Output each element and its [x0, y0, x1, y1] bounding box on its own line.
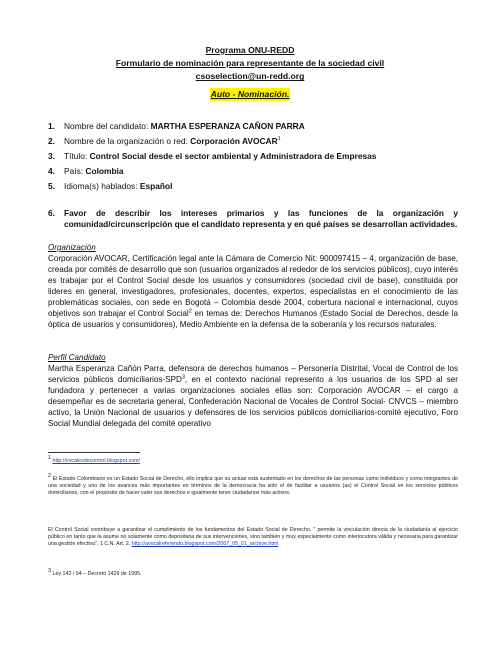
- list-item: [48, 134, 458, 149]
- nomination-type: Auto - Nominación.: [210, 88, 291, 101]
- organization-section: [48, 242, 458, 330]
- item-number: 3.: [48, 151, 55, 161]
- organization-text-continued: en temas de: Derechos Humanos (Estado Social de Derechos, desde la óptica de usuarios y consumidores), Medio Ambiente en la defensa de la soberanía y los recursos naturales.: [48, 309, 458, 329]
- footnote-link[interactable]: http://avocalreferendo.blogspot.com/2007_05_01_archive.html: [131, 541, 279, 548]
- languages: Español: [139, 181, 173, 191]
- country: Colombia: [85, 166, 124, 176]
- organization-name: Corporación AVOCAR: [190, 136, 278, 146]
- list-item: [48, 179, 458, 194]
- list-item: [48, 149, 458, 164]
- footnote-number: 3: [48, 568, 52, 575]
- footnote-ref: 2: [188, 308, 192, 315]
- profile-text: Martha Esperanza Cañón Parra, defensora de derechos humanos – Personería Distrital, Vocal de Control de los servicios públicos domiciliarios-SPD: [48, 364, 458, 384]
- section-heading-organization: Organización: [48, 243, 96, 252]
- organization-paragraph: [48, 253, 458, 330]
- form-header: [0, 44, 500, 102]
- contact-email: csoselection@un-redd.org: [195, 71, 305, 82]
- question-6: [48, 208, 458, 229]
- footnote-2: [48, 473, 458, 498]
- footnote-2-continued: [48, 527, 458, 549]
- question-text: Favor de describir los intereses primarios y las funciones de la organización y comunidad/circunscripción que el candidato representa y en qué países se desarrollan actividades.: [64, 208, 458, 229]
- section-heading-profile: Perfil Candidato: [48, 353, 106, 362]
- footnote-text: El Estado Colombiano es un Estado Social de Derecho, ello implica que su actuar está sustentado en los derechos de las personas como individuos y como integrantes de una sociedad y uno de los avances más importantes en términos de la democracia ha sido el de facilitar a usuarios (as) el Control Social en los servicios públicos domiciliarios, con el propósito de hacer valer sus derechos e igualmente tener ciudadanos más activos.: [48, 476, 458, 497]
- program-title: Programa ONU-REDD: [205, 45, 295, 55]
- footnote-divider: [48, 452, 140, 453]
- item-number: 2.: [48, 136, 55, 146]
- footnote-ref: 1: [277, 136, 281, 143]
- item-label: Nombre de la organización o red:: [64, 136, 191, 146]
- candidate-profile-section: [48, 352, 458, 429]
- item-label: Título:: [64, 151, 90, 161]
- item-number: 5.: [48, 181, 55, 191]
- list-item: [48, 119, 458, 134]
- footnote-ref: 3: [181, 374, 185, 381]
- item-number: 1.: [48, 121, 55, 131]
- item-label: Idioma(s) hablados:: [64, 181, 140, 191]
- footnote-link[interactable]: http://vocalesdecontrol.blogspot.com/: [52, 458, 140, 464]
- footnote-3: [48, 568, 458, 578]
- footnote-text: Ley 142 / 94 – Decreto 1429 de 1995.: [52, 571, 142, 577]
- footnote-text: El Control Social contribuye a garantizar el cumplimiento de los fundamentos del Estado Social de Derecho, " permite la vinculación directa de la ciudadanía al ejercicio público en tanto que la asume no solamente como depositaria de sus intervenciones, sino también y muy especialmente como interlocutora válida y necesaria para garantizar una gestión efectiva", 1 C.N. Art. 2.: [48, 527, 458, 548]
- candidate-name: MARTHA ESPERANZA CAÑON PARRA: [150, 121, 305, 131]
- footnote-number: 2: [48, 473, 52, 480]
- organization-text: Corporación AVOCAR, Certificación legal ante la Cámara de Comercio Nit: 900097415 – 4, organización de base, creada por comités de desarrollo que son (usuarios organizados al rededor de los servicios públicos), cuyo interés es trabajar por el Control Social desde los usuarios y consumidores (sociedad civil de base), constituida por lideres en general, investigadores, profesionales, docentes, expertos, especialistas en el conocimiento de las problemáticas sociales, con sede en Bogotá – Colombia desde 2004, cobertura nacional e internacional, cuyos objetivos son trabajar el Control Social: [48, 254, 458, 318]
- list-item: [48, 164, 458, 179]
- profile-paragraph: [48, 363, 458, 429]
- footnote-1: [48, 455, 458, 465]
- form-title: Formulario de nominación para representante de la sociedad civil: [115, 58, 385, 69]
- candidate-title: Control Social desde el sector ambiental y Administradora de Empresas: [89, 151, 377, 161]
- item-number: 4.: [48, 166, 55, 176]
- candidate-info-list: [48, 119, 458, 194]
- question-number: 6.: [48, 208, 55, 218]
- item-label: País:: [64, 166, 86, 176]
- footnote-number: 1: [48, 455, 52, 462]
- item-label: Nombre del candidato:: [64, 121, 151, 131]
- profile-text-continued: , en el contexto nacional represento a los usuarios de los SPD al ser fundadora y pertenecer a varias organizaciones sociales ellas son: Corporación AVOCAR – el cargo a desempeñar es de secretaria general, Confederación Nacional de Vocales de Control Social- CNVCS – miembro activo, la Unión Nacional de usuarios y defensores de los servicios públicos domiciliarios-comité ejecutivo, Foro Social Mundial delegada del comité operativo: [48, 375, 459, 428]
